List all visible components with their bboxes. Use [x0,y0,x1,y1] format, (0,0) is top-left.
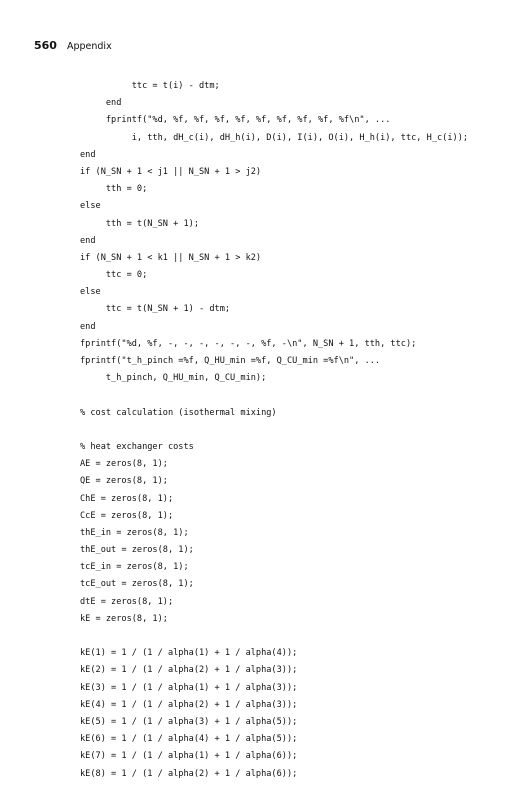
code-line: end [80,321,96,332]
code-line: thE_in = zeros(8, 1); [80,527,189,538]
code-line: if (N_SN + 1 < k1 || N_SN + 1 > k2) [80,252,262,263]
code-listing [80,78,468,783]
code-line: end [80,149,96,160]
code-line: tth = 0; [80,184,148,195]
code-line: if (N_SN + 1 < j1 || N_SN + 1 > j2) [80,166,262,177]
code-line [80,387,468,404]
code-line: ttc = t(i) - dtm; [80,81,220,91]
code-line: tcE_out = zeros(8, 1); [80,579,194,590]
code-line: end [80,235,96,246]
page-header [34,39,112,52]
code-line: end [80,98,122,109]
code-line: tth = t(N_SN + 1); [80,218,199,229]
code-line: kE(3) = 1 / (1 / alpha(1) + 1 / alpha(3)); [80,682,298,693]
code-line: kE(7) = 1 / (1 / alpha(1) + 1 / alpha(6)); [80,751,298,762]
code-line: dtE = zeros(8, 1); [80,596,174,607]
code-line: ttc = t(N_SN + 1) - dtm; [80,304,231,315]
page-number: 560 [34,39,57,52]
code-line: ChE = zeros(8, 1); [80,493,174,504]
code-line: tcE_in = zeros(8, 1); [80,562,189,573]
code-line: kE(4) = 1 / (1 / alpha(2) + 1 / alpha(3)); [80,699,298,710]
code-line: i, tth, dH_c(i), dH_h(i), D(i), I(i), O(i), H_h(i), ttc, H_c(i)); [80,132,469,143]
code-line: else [80,201,101,212]
code-line: t_h_pinch, Q_HU_min, Q_CU_min); [80,373,267,384]
code-line: thE_out = zeros(8, 1); [80,545,194,556]
code-line: AE = zeros(8, 1); [80,459,168,470]
code-line: % cost calculation (isothermal mixing) [80,407,277,418]
code-line: % heat exchanger costs [80,441,194,452]
code-line: kE = zeros(8, 1); [80,613,168,624]
code-line: fprintf("t_h_pinch =%f, Q_HU_min =%f, Q_CU_min =%f\n", ... [80,356,381,366]
code-line: kE(5) = 1 / (1 / alpha(3) + 1 / alpha(5)); [80,716,298,727]
code-line: kE(2) = 1 / (1 / alpha(2) + 1 / alpha(3)); [80,665,298,676]
code-line: fprintf("%d, %f, -, -, -, -, -, -, %f, -\n", N_SN + 1, tth, ttc); [80,338,417,349]
code-line: else [80,287,101,298]
code-line: fprintf("%d, %f, %f, %f, %f, %f, %f, %f, %f, %f\n", ... [80,115,391,126]
code-line: kE(1) = 1 / (1 / alpha(1) + 1 / alpha(4)); [80,648,298,659]
code-line: CcE = zeros(8, 1); [80,510,174,521]
code-line: kE(6) = 1 / (1 / alpha(4) + 1 / alpha(5)); [80,734,298,745]
code-line: kE(8) = 1 / (1 / alpha(2) + 1 / alpha(6)); [80,768,298,779]
running-head: Appendix [66,41,112,52]
code-line [80,422,468,439]
code-line: QE = zeros(8, 1); [80,476,168,487]
code-line: ttc = 0; [80,270,148,281]
code-line [80,628,468,645]
